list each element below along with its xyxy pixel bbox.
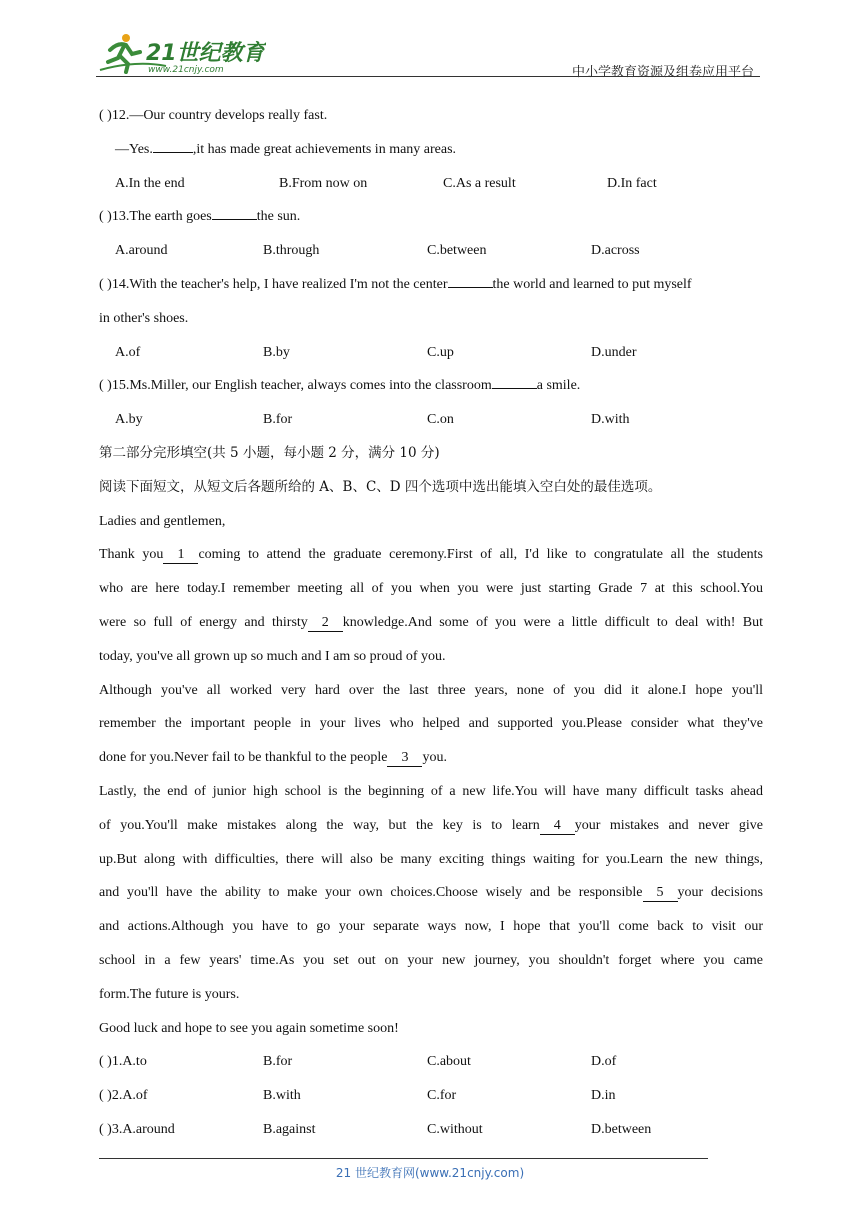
option-b: B.From now on: [279, 175, 368, 191]
passage-line: Thank you 1 coming to attend the graduate ceremony.First of all, I'd like to congratulate all the students: [99, 547, 763, 563]
option-c: C.about: [427, 1054, 471, 1070]
logo-text: 21世纪教育: [146, 41, 265, 66]
header-divider: [96, 76, 760, 77]
q13-stem: ( )13.The earth goes the sun.: [99, 200, 763, 234]
q14-line2: in other's shoes.: [99, 310, 189, 326]
passage-line: school in a few years' time.As you set out on your new journey, you shouldn't forget where you came: [99, 952, 763, 968]
cloze-question-2: [99, 1079, 763, 1113]
passage-line: today, you've all grown up so much and I am so proud of you.: [99, 648, 446, 664]
option-c: C.for: [427, 1088, 457, 1104]
option-d: D.of: [591, 1054, 617, 1070]
passage-greeting: Ladies and gentlemen,: [99, 513, 226, 529]
cloze-question-3: [99, 1113, 763, 1147]
option-a: A.around: [115, 243, 168, 259]
option-d: D.under: [591, 344, 637, 360]
option-d: D.between: [591, 1121, 652, 1137]
option-b: B.with: [263, 1088, 301, 1104]
passage-line: form.The future is yours.: [99, 986, 240, 1002]
q12-stem: ( )12.—Our country develops really fast.: [99, 108, 328, 123]
option-a: ( )3.A.around: [99, 1121, 175, 1137]
blank-5: 5: [643, 885, 678, 902]
option-a: A.by: [115, 412, 143, 428]
passage-line: and actions.Although you have to go your separate ways now, I hope that you'll come back to visit our: [99, 919, 763, 935]
blank-1: 1: [163, 547, 198, 564]
passage-line: who are here today.I remember meeting all of you when you were just starting Grade 7 at this school.You: [99, 581, 763, 597]
passage-line: remember the important people in your lives who helped and supported you.Please consider what they've: [99, 716, 763, 732]
page-header: [96, 30, 760, 78]
q12-line2: —Yes. ,it has made great achievements in many areas.: [99, 133, 763, 167]
option-b: B.for: [263, 412, 293, 428]
header-platform-text: 中小学教育资源及组卷应用平台: [571, 65, 754, 80]
passage-closing: Good luck and hope to see you again sometime soon!: [99, 1020, 399, 1036]
option-a: A.of: [115, 344, 141, 360]
q14-options: [99, 336, 763, 370]
option-c: C.on: [427, 412, 454, 428]
option-d: D.with: [591, 412, 630, 428]
option-c: C.As a result: [443, 175, 516, 191]
option-c: C.without: [427, 1121, 483, 1137]
section-instruction: 阅读下面短文，从短文后各题所给的 A、B、C、D 四个选项中选出能填入空白处的最佳选项。: [99, 478, 662, 495]
footer-divider: [99, 1158, 708, 1159]
option-a: A.In the end: [115, 175, 185, 191]
cloze-question-1: [99, 1045, 763, 1079]
passage-line: were so full of energy and thirsty 2 knowledge.And some of you were a little difficult to deal with! But: [99, 614, 763, 630]
option-d: D.in: [591, 1088, 616, 1104]
passage-line: of you.You'll make mistakes along the way, but the key is to learn 4 your mistakes and never give: [99, 817, 763, 833]
passage-line: and you'll have the ability to make your own choices.Choose wisely and be responsible 5 your decisions: [99, 885, 763, 901]
option-b: B.through: [263, 243, 320, 259]
q13-options: [99, 234, 763, 268]
passage-line: up.But along with difficulties, there will also be many exciting things waiting for you.Learn the new things,: [99, 851, 763, 867]
logo-url: www.21cnjy.com: [148, 65, 224, 75]
option-c: C.up: [427, 344, 454, 360]
logo: [96, 30, 266, 76]
option-a: ( )1.A.to: [99, 1054, 147, 1070]
blank-2: 2: [308, 615, 343, 632]
passage-line: Lastly, the end of junior high school is the beginning of a new life.You will have many difficult tasks ahead: [99, 783, 763, 799]
option-b: B.for: [263, 1054, 293, 1070]
option-b: B.by: [263, 344, 290, 360]
q14-stem: ( )14.With the teacher's help, I have realized I'm not the center the world and learned to put myself: [99, 268, 763, 302]
option-b: B.against: [263, 1121, 316, 1137]
q12-options: [99, 167, 763, 201]
document-body: [99, 99, 763, 1147]
option-d: D.In fact: [607, 175, 657, 191]
passage-line: Although you've all worked very hard over the last three years, none of you did it alone.I hope you'll: [99, 682, 763, 698]
section-title: 第二部分完形填空(共 5 小题，每小题 2 分，满分 10 分): [99, 444, 440, 461]
option-d: D.across: [591, 243, 640, 259]
footer-text: 21 世纪教育网(www.21cnjy.com): [335, 1166, 525, 1180]
q15-options: [99, 403, 763, 437]
passage-line: done for you.Never fail to be thankful to the people 3 you.: [99, 750, 447, 766]
option-c: C.between: [427, 243, 487, 259]
option-a: ( )2.A.of: [99, 1088, 148, 1104]
blank-4: 4: [540, 818, 575, 835]
q15-stem: ( )15.Ms.Miller, our English teacher, always comes into the classroom a smile.: [99, 369, 763, 403]
blank-3: 3: [387, 750, 422, 767]
